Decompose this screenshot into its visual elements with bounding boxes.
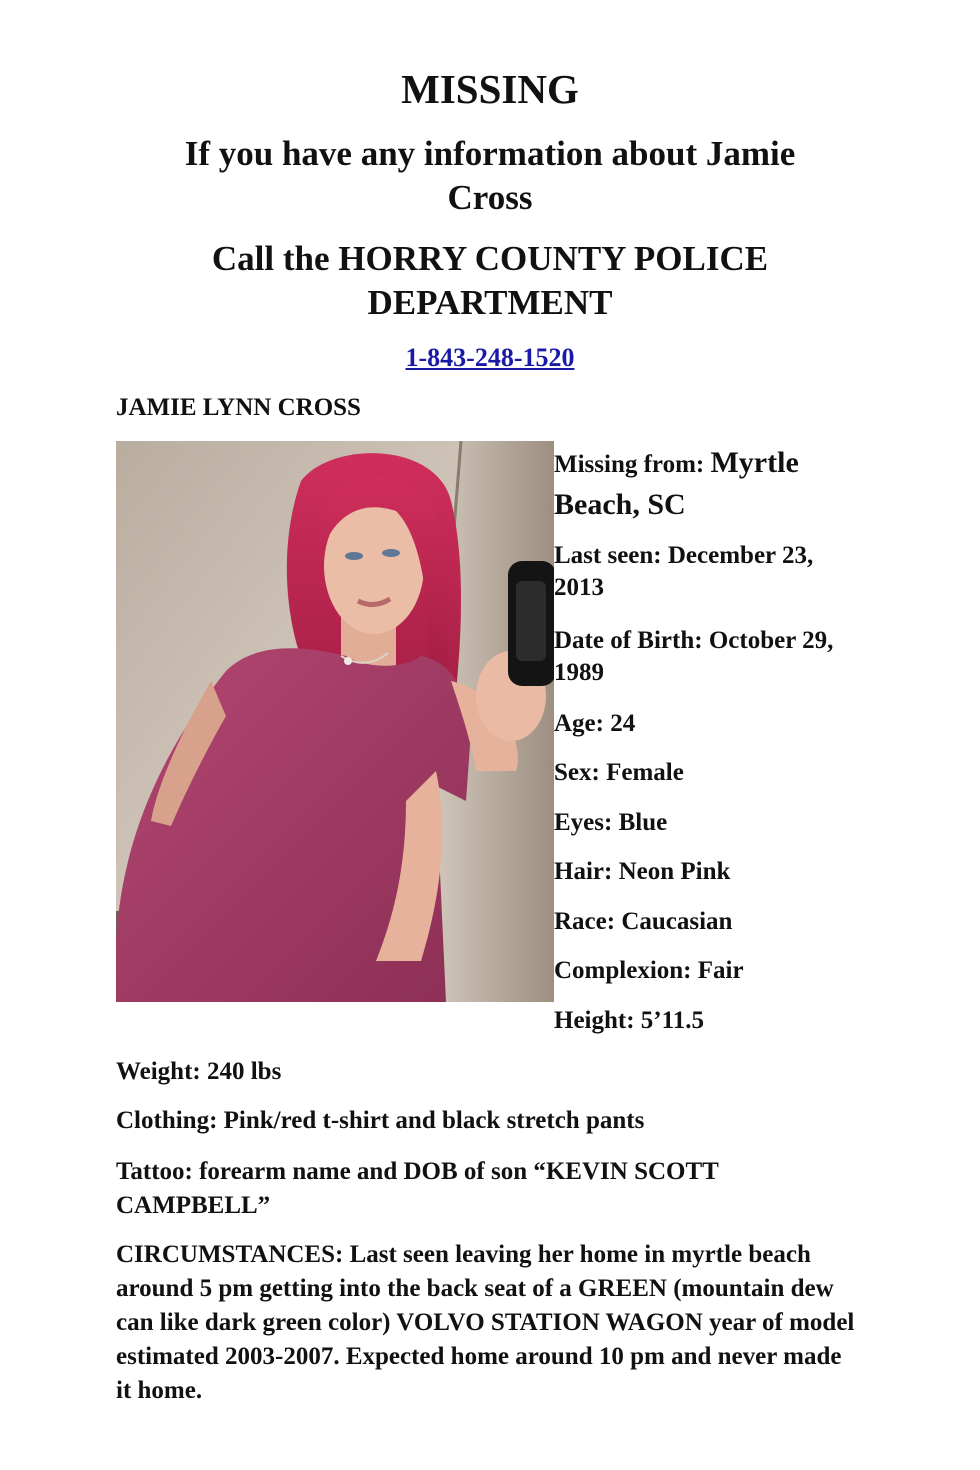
phone-link[interactable]: 1-843-248-1520: [405, 343, 575, 372]
detail-circumstances: CIRCUMSTANCES: Last seen leaving her home in myrtle beach around 5 pm getting into the back seat of a GREEN (mountain dew can like dark green color) VOLVO STATION WAGON year of model estimated 2003-2007. Expected home around 10 pm and never made it home.: [116, 1241, 855, 1404]
detail-tattoo: Tattoo: forearm name and DOB of son “KEVIN SCOTT CAMPBELL”: [116, 1158, 719, 1219]
phone-number: [0, 342, 980, 374]
fact-missing-from: [554, 443, 864, 527]
detail-weight: Weight: 240 lbs: [116, 1058, 282, 1085]
info-line: If you have any information about Jamie Cross: [184, 134, 796, 217]
fact-height: Height: 5’11.5: [554, 1007, 704, 1034]
person-photo: [116, 441, 554, 1002]
fact-sex: Sex: Female: [554, 759, 684, 786]
fact-last-seen: Last seen: December 23, 2013: [554, 542, 814, 601]
fact-complexion: Complexion: Fair: [554, 957, 744, 984]
full-name: JAMIE LYNN CROSS: [116, 394, 361, 421]
fact-eyes: Eyes: Blue: [554, 809, 668, 836]
missing-from-value: Myrtle Beach, SC: [554, 446, 799, 521]
missing-from-label: Missing from:: [554, 451, 705, 478]
poster-heading: MISSING: [401, 66, 579, 112]
detail-clothing: Clothing: Pink/red t-shirt and black stretch pants: [116, 1107, 645, 1134]
fact-age: Age: 24: [554, 710, 636, 737]
fact-hair: Hair: Neon Pink: [554, 858, 731, 885]
fact-race: Race: Caucasian: [554, 908, 733, 935]
fact-dob: Date of Birth: October 29, 1989: [554, 627, 834, 686]
call-line: Call the HORRY COUNTY POLICE DEPARTMENT: [211, 239, 769, 322]
